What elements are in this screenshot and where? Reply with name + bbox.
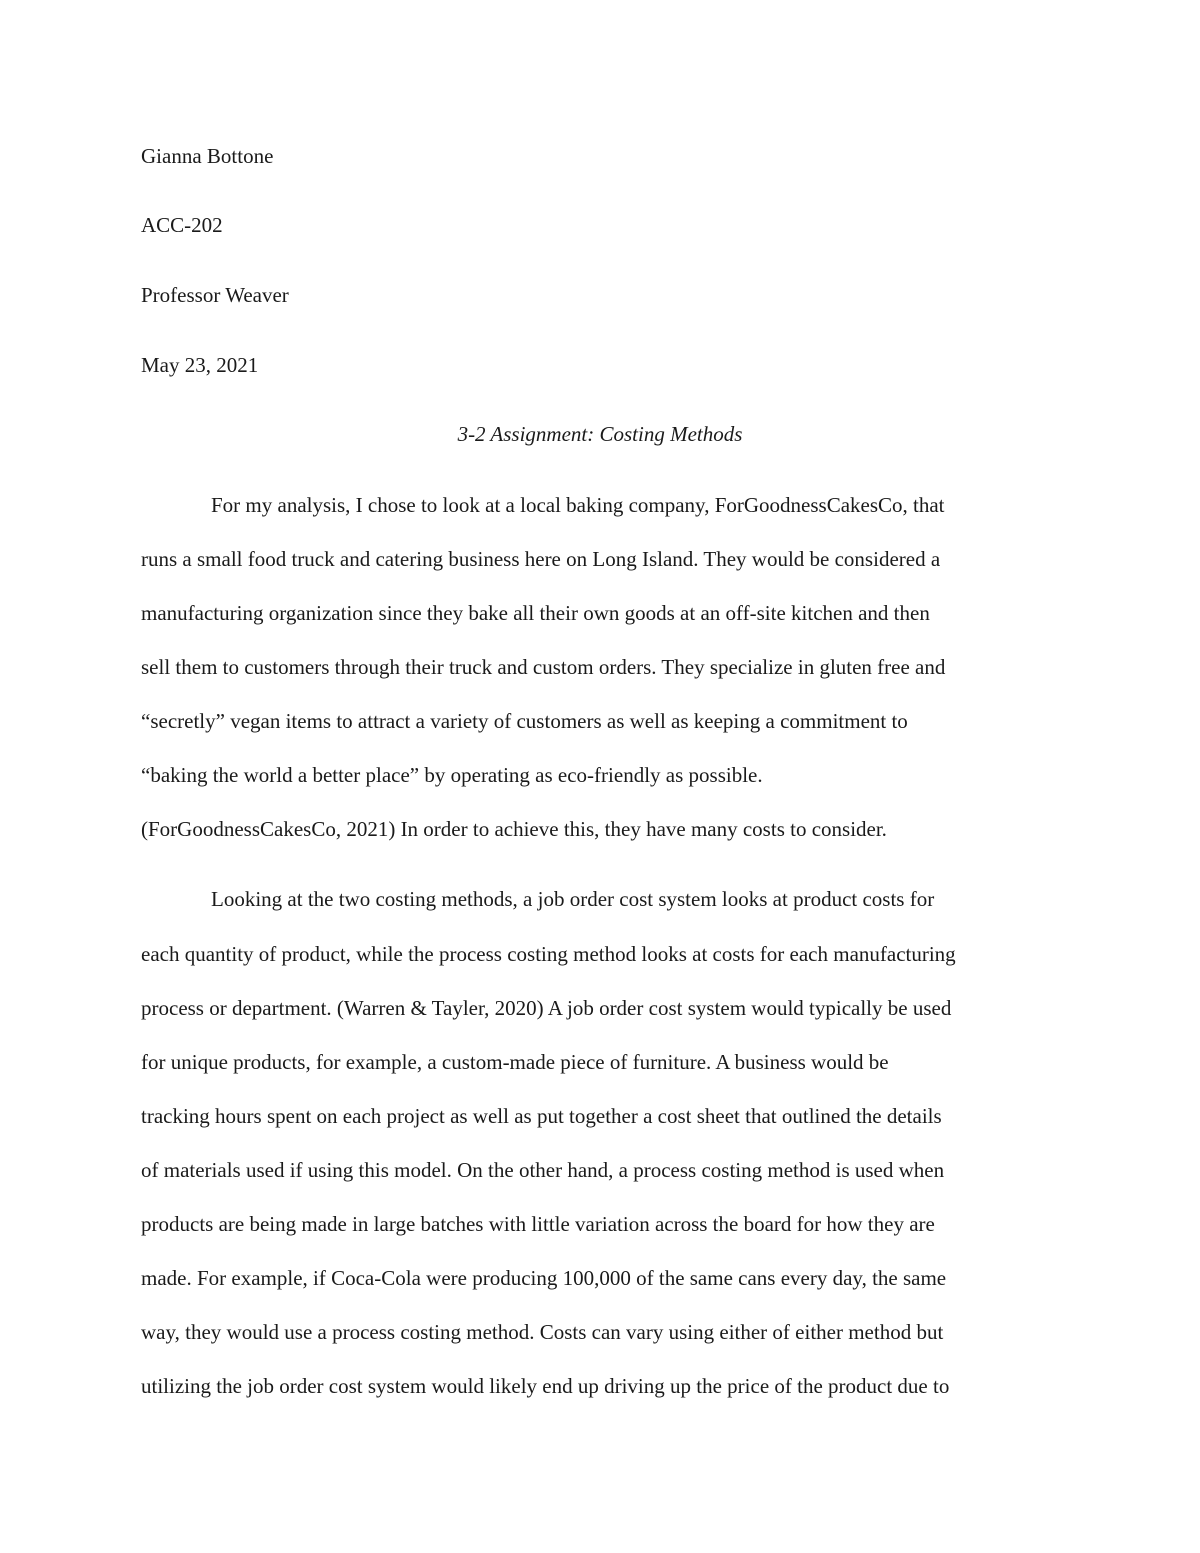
- document-title: 3-2 Assignment: Costing Methods: [457, 422, 743, 446]
- paragraph-line: each quantity of product, while the process costing method looks at costs for each manufacturing: [141, 942, 956, 966]
- document-date: May 23, 2021: [141, 353, 259, 377]
- paragraph-line: (ForGoodnessCakesCo, 2021) In order to achieve this, they have many costs to consider.: [141, 817, 887, 841]
- paragraph-line: way, they would use a process costing method. Costs can vary using either of either method but: [141, 1320, 944, 1344]
- professor-name: Professor Weaver: [141, 283, 289, 307]
- paragraph-line: manufacturing organization since they bake all their own goods at an off-site kitchen and then: [141, 601, 930, 625]
- paragraph-line: made. For example, if Coca-Cola were producing 100,000 of the same cans every day, the same: [141, 1266, 947, 1290]
- paragraph-line: of materials used if using this model. On the other hand, a process costing method is used when: [141, 1158, 945, 1182]
- paragraph-line: runs a small food truck and catering business here on Long Island. They would be considered a: [141, 547, 941, 571]
- paragraph-line: For my analysis, I chose to look at a local baking company, ForGoodnessCakesCo, that: [211, 493, 945, 517]
- paragraph-line: “baking the world a better place” by operating as eco-friendly as possible.: [141, 763, 763, 787]
- author-name: Gianna Bottone: [141, 144, 274, 168]
- paragraph-line: for unique products, for example, a custom-made piece of furniture. A business would be: [141, 1050, 889, 1074]
- paragraph-line: products are being made in large batches with little variation across the board for how they are: [141, 1212, 935, 1236]
- paragraph-line: sell them to customers through their truck and custom orders. They specialize in gluten free and: [141, 655, 946, 679]
- paragraph-line: utilizing the job order cost system would likely end up driving up the price of the product due to: [141, 1374, 950, 1398]
- paragraph-line: “secretly” vegan items to attract a variety of customers as well as keeping a commitment to: [141, 709, 908, 733]
- paragraph-line: Looking at the two costing methods, a job order cost system looks at product costs for: [211, 887, 935, 911]
- paragraph-line: tracking hours spent on each project as well as put together a cost sheet that outlined the details: [141, 1104, 942, 1128]
- paragraph-line: process or department. (Warren & Tayler, 2020) A job order cost system would typically be used: [141, 996, 952, 1020]
- course-code: ACC-202: [141, 213, 223, 237]
